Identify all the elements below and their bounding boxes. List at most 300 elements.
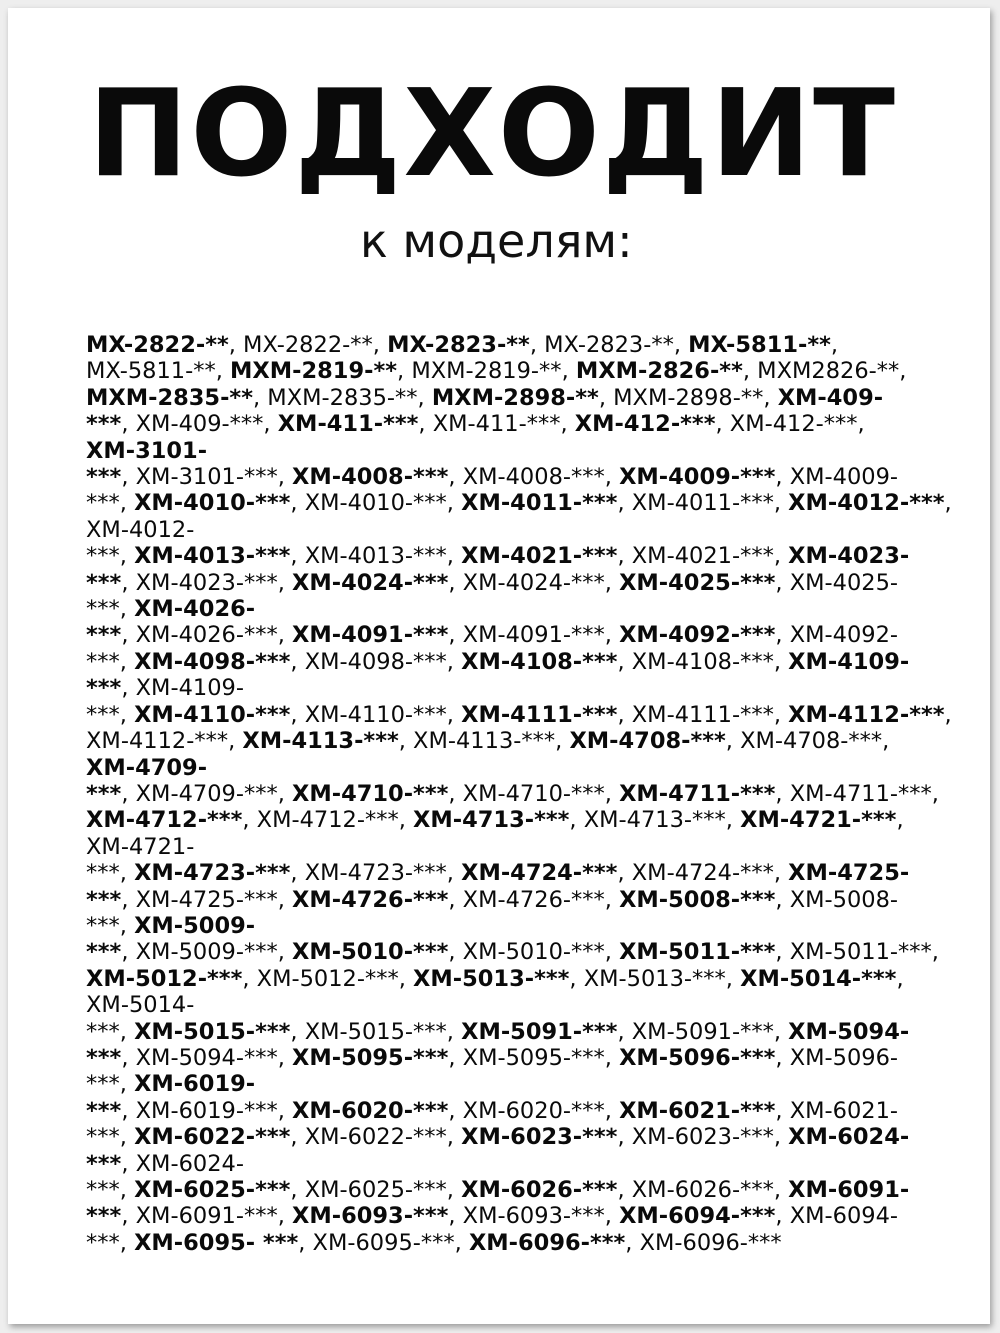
model-code: MX-2822-** (86, 332, 229, 358)
separator: , (899, 358, 907, 385)
model-code: XM-4723-*** (304, 860, 447, 887)
model-code: XM-4713-*** (413, 807, 570, 834)
model-code: XM-5091-*** (631, 1018, 774, 1045)
model-code: *** (86, 411, 122, 438)
document-sheet (8, 8, 990, 1324)
separator: , (121, 1203, 136, 1230)
separator: , (228, 728, 243, 755)
model-code: XM-5095-*** (462, 1044, 605, 1071)
separator: , (119, 912, 135, 939)
separator: , (604, 569, 620, 596)
model-code: MXM-2826-** (575, 358, 743, 385)
separator: , (397, 358, 412, 385)
separator: , (119, 1229, 135, 1256)
separator: , (121, 780, 136, 807)
separator: , (773, 701, 789, 728)
separator: , (119, 543, 135, 570)
model-code: XM-5013-*** (583, 965, 726, 992)
model-list-line (86, 438, 966, 464)
model-code: XM-5013-*** (413, 965, 570, 992)
model-code: XM-4012-*** (788, 490, 945, 517)
model-code: XM-4725-*** (135, 886, 278, 913)
separator: , (896, 807, 904, 834)
separator: , (277, 1097, 293, 1124)
model-code: XM-5011-*** (619, 939, 776, 966)
model-code: XM-5095-*** (292, 1044, 449, 1071)
separator: , (617, 543, 632, 570)
separator: , (931, 939, 939, 966)
separator: , (773, 490, 789, 517)
model-list-line (86, 543, 966, 569)
separator: , (773, 1018, 789, 1045)
separator: , (119, 701, 135, 728)
model-list-line (86, 1230, 966, 1256)
model-list-line (86, 649, 966, 675)
model-code: MX-5811-** (688, 332, 831, 358)
separator: , (290, 1018, 305, 1045)
separator: , (290, 1124, 305, 1151)
separator: , (446, 1018, 462, 1045)
model-code: XM-5008- (789, 886, 899, 913)
model-code: XM-4109- (135, 675, 244, 702)
model-code: XM-6094-*** (619, 1203, 776, 1230)
model-code: XM-4021-*** (461, 543, 618, 570)
separator: , (121, 939, 136, 966)
model-code: XM-5096- (789, 1044, 899, 1071)
model-code: *** (86, 1203, 122, 1230)
model-code: *** (86, 622, 122, 649)
model-code: *** (86, 1018, 120, 1045)
separator: , (121, 1097, 136, 1124)
model-code: *** (86, 1150, 122, 1177)
model-list-line (86, 1098, 966, 1124)
separator: , (604, 622, 620, 649)
model-list-line (86, 385, 966, 411)
model-code: XM-5008-*** (619, 886, 776, 913)
separator: , (617, 701, 632, 728)
model-code: MXM-2819-** (230, 358, 397, 385)
model-list-line (86, 411, 966, 437)
separator: , (277, 1044, 293, 1071)
model-code: XM-6021-*** (619, 1097, 776, 1124)
model-code: XM-4098-*** (134, 648, 291, 675)
model-code: MX-2823-** (387, 332, 530, 358)
separator: , (617, 1177, 632, 1203)
model-code: XM-4024-*** (462, 569, 605, 596)
model-list-line (86, 1045, 966, 1071)
model-code: XM-4113-*** (413, 728, 556, 755)
model-code: XM-6023-*** (631, 1124, 774, 1151)
model-code: *** (86, 543, 120, 570)
model-code: XM-4109- (788, 648, 910, 675)
model-list-line (86, 570, 966, 596)
model-code: XM-6024- (788, 1124, 910, 1151)
model-code: XM-6096-*** (468, 1229, 626, 1256)
separator: , (715, 411, 730, 438)
separator: , (773, 648, 789, 675)
model-code: XM-4009- (789, 464, 899, 491)
separator: , (604, 464, 620, 491)
model-code: XM-4112-*** (86, 728, 229, 755)
model-code: XM-4008-*** (292, 464, 449, 491)
model-code: XM-409-*** (135, 411, 264, 438)
model-code: XM-6091- (788, 1177, 910, 1203)
separator: , (119, 1018, 135, 1045)
model-code: XM-5014-*** (740, 965, 897, 992)
separator: , (555, 728, 570, 755)
separator: , (398, 807, 414, 834)
model-code: XM-5012-*** (256, 965, 399, 992)
model-code: XM-4110-*** (134, 701, 291, 728)
model-code: *** (86, 1124, 120, 1151)
model-code: MX-5811-** (86, 358, 216, 385)
model-code: MXM2826-** (757, 358, 900, 385)
model-list-line (86, 1177, 966, 1203)
model-code: XM-4711-*** (619, 780, 776, 807)
model-code: XM-6096-*** (639, 1229, 782, 1256)
separator: , (121, 1150, 136, 1177)
model-code: *** (86, 1097, 122, 1124)
separator: , (119, 1177, 135, 1203)
model-code: XM-411-*** (277, 411, 419, 438)
separator: , (944, 701, 952, 728)
separator: , (775, 622, 790, 649)
model-code: XM-4721- (86, 833, 195, 860)
model-code: XM-4726-*** (462, 886, 605, 913)
separator: , (277, 464, 293, 491)
separator: , (448, 1097, 463, 1124)
separator: , (418, 411, 433, 438)
separator: , (625, 1229, 640, 1256)
model-code: XM-4111-*** (631, 701, 774, 728)
separator: , (228, 332, 244, 358)
model-code: XM-4712-*** (86, 807, 243, 834)
model-code: XM-4110-*** (304, 701, 447, 728)
model-code: XM-3101-*** (135, 464, 278, 491)
separator: , (617, 490, 632, 517)
model-code: XM-5012-*** (86, 965, 243, 992)
separator: , (448, 886, 463, 913)
model-list-line (86, 781, 966, 807)
separator: , (454, 1229, 469, 1256)
model-list-line (86, 1071, 966, 1097)
separator: , (617, 1124, 632, 1151)
model-list-line (86, 992, 966, 1018)
model-code: XM-6021- (789, 1097, 899, 1124)
separator: , (448, 569, 463, 596)
model-list (86, 332, 966, 1256)
model-code: XM-4111-*** (461, 701, 618, 728)
separator: , (242, 965, 257, 992)
model-list-line (86, 755, 966, 781)
separator: , (773, 543, 789, 570)
separator: , (372, 332, 388, 358)
model-code: XM-6022-*** (134, 1124, 291, 1151)
model-code: XM-411-*** (432, 411, 561, 438)
model-code: XM-4713-*** (583, 807, 726, 834)
model-list-line (86, 517, 966, 543)
separator: , (252, 384, 268, 411)
separator: , (931, 780, 939, 807)
separator: , (725, 807, 741, 834)
model-code: XM-5014- (86, 992, 195, 1019)
model-code: *** (86, 701, 120, 728)
separator: , (290, 490, 305, 517)
separator: , (277, 780, 293, 807)
model-code: XM-4026-*** (135, 622, 278, 649)
separator: , (446, 648, 462, 675)
model-list-line (86, 1124, 966, 1150)
separator: , (119, 860, 135, 887)
model-code: XM-6091-*** (135, 1203, 278, 1230)
separator: , (298, 1229, 313, 1256)
separator: , (604, 1044, 620, 1071)
model-code: XM-4024-*** (292, 569, 449, 596)
model-code: XM-4726-*** (292, 886, 449, 913)
model-code: XM-4012- (86, 516, 195, 543)
model-code: XM-4011-*** (461, 490, 618, 517)
model-code: MXM-2898-** (613, 384, 764, 411)
separator: , (277, 1203, 293, 1230)
model-code: XM-409- (777, 384, 884, 411)
model-list-line (86, 596, 966, 622)
separator: , (604, 939, 620, 966)
model-code: XM-4725- (788, 860, 910, 887)
separator: , (277, 886, 293, 913)
model-list-line (86, 490, 966, 516)
separator: , (242, 807, 257, 834)
separator: , (448, 622, 463, 649)
separator: , (121, 622, 136, 649)
model-code: *** (86, 1071, 120, 1098)
model-code: XM-4721-*** (740, 807, 897, 834)
separator: , (775, 1097, 790, 1124)
model-list-line (86, 860, 966, 886)
model-code: XM-3101- (86, 437, 208, 464)
model-code: *** (86, 1177, 120, 1203)
model-code: XM-412-*** (574, 411, 716, 438)
separator: , (448, 1203, 463, 1230)
model-code: XM-5009-*** (135, 939, 278, 966)
model-code: XM-6026-*** (631, 1177, 774, 1203)
model-code: MX-2823-** (544, 332, 674, 358)
separator: , (448, 464, 463, 491)
separator: , (742, 358, 758, 385)
model-list-line (86, 464, 966, 490)
model-list-line (86, 913, 966, 939)
separator: , (121, 886, 136, 913)
model-code: XM-6023-*** (461, 1124, 618, 1151)
model-code: MXM-2835-** (267, 384, 418, 411)
separator: , (604, 780, 620, 807)
separator: , (775, 464, 790, 491)
model-code: XM-5011-*** (789, 939, 932, 966)
separator: , (725, 728, 741, 755)
model-code: MXM-2835-** (86, 384, 253, 411)
model-code: XM-5015-*** (304, 1018, 447, 1045)
separator: , (529, 332, 545, 358)
model-code: XM-6025-*** (134, 1177, 291, 1203)
separator: , (263, 411, 278, 438)
model-code: XM-4021-*** (631, 543, 774, 570)
model-code: XM-6022-*** (304, 1124, 447, 1151)
model-code: *** (86, 596, 120, 623)
separator: , (604, 1203, 620, 1230)
model-code: *** (86, 886, 122, 913)
model-code: XM-6094- (789, 1203, 899, 1230)
model-code: *** (86, 490, 120, 517)
separator: , (119, 1071, 135, 1098)
page-subtitle: к моделям: (360, 214, 633, 268)
model-code: MXM-2819-** (411, 358, 562, 385)
separator: , (290, 701, 305, 728)
separator: , (617, 1018, 632, 1045)
separator: , (121, 675, 136, 702)
model-list-line (86, 887, 966, 913)
model-code: XM-5015-*** (134, 1018, 291, 1045)
separator: , (617, 860, 632, 887)
separator: , (446, 543, 462, 570)
model-code: XM-6024- (135, 1150, 244, 1177)
separator: , (773, 1124, 789, 1151)
separator: , (448, 780, 463, 807)
separator: , (446, 701, 462, 728)
model-list-line (86, 728, 966, 754)
model-list-line (86, 834, 966, 860)
model-code: XM-4708-*** (740, 728, 883, 755)
separator: , (119, 1124, 135, 1151)
model-code: XM-5010-*** (292, 939, 449, 966)
separator: , (896, 965, 904, 992)
model-code: *** (86, 569, 122, 596)
model-code: *** (86, 939, 122, 966)
separator: , (446, 1177, 462, 1203)
separator: , (944, 490, 952, 517)
model-code: XM-4710-*** (462, 780, 605, 807)
separator: , (121, 464, 136, 491)
model-code: *** (86, 675, 122, 702)
model-code: XM-6019- (134, 1071, 256, 1098)
model-code: XM-5094-*** (135, 1044, 278, 1071)
model-code: XM-6020-*** (292, 1097, 449, 1124)
separator: , (604, 1097, 620, 1124)
model-code: XM-5009- (134, 912, 256, 939)
separator: , (448, 939, 463, 966)
model-code: XM-4008-*** (462, 464, 605, 491)
model-code: XM-6020-*** (462, 1097, 605, 1124)
model-code: XM-5010-*** (462, 939, 605, 966)
model-code: XM-4708-*** (569, 728, 726, 755)
separator: , (119, 490, 135, 517)
model-code: XM-6093-*** (462, 1203, 605, 1230)
model-code: XM-4023-*** (135, 569, 278, 596)
separator: , (857, 411, 865, 438)
model-code: XM-4723-*** (134, 860, 291, 887)
model-code: XM-4009-*** (619, 464, 776, 491)
model-code: XM-5094- (788, 1018, 910, 1045)
separator: , (290, 543, 305, 570)
separator: , (830, 332, 839, 358)
separator: , (290, 860, 305, 887)
separator: , (569, 965, 584, 992)
separator: , (398, 965, 414, 992)
separator: , (775, 886, 790, 913)
model-code: *** (86, 1044, 122, 1071)
separator: , (119, 596, 135, 623)
separator: , (119, 648, 135, 675)
model-code: XM-4711-*** (789, 780, 932, 807)
separator: , (277, 569, 293, 596)
separator: , (763, 384, 778, 411)
model-code: XM-4108-*** (461, 648, 618, 675)
separator: , (617, 648, 632, 675)
model-code: XM-4108-*** (631, 648, 774, 675)
model-code: XM-5096-*** (619, 1044, 776, 1071)
model-code: XM-4025-*** (619, 569, 776, 596)
model-code: XM-4092-*** (619, 622, 776, 649)
model-code: XM-4010-*** (134, 490, 291, 517)
model-code: XM-4023- (788, 543, 910, 570)
model-code: MXM-2898-** (431, 384, 599, 411)
model-code: XM-4113-*** (242, 728, 399, 755)
model-code: XM-4112-*** (788, 701, 945, 728)
separator: , (561, 358, 576, 385)
separator: , (882, 728, 890, 755)
model-code: XM-4013-*** (134, 543, 291, 570)
separator: , (775, 780, 790, 807)
model-code: XM-4013-*** (304, 543, 447, 570)
model-code: XM-4098-*** (304, 648, 447, 675)
model-list-line (86, 1019, 966, 1045)
separator: , (604, 886, 620, 913)
model-code: XM-4709-*** (135, 780, 278, 807)
separator: , (446, 860, 462, 887)
separator: , (417, 384, 432, 411)
separator: , (775, 939, 790, 966)
model-code: XM-412-*** (729, 411, 858, 438)
model-list-line (86, 675, 966, 701)
model-code: XM-4724-*** (461, 860, 618, 887)
model-code: XM-4025- (789, 569, 899, 596)
model-code: XM-4026- (134, 596, 256, 623)
model-code: XM-4010-*** (304, 490, 447, 517)
model-code: XM-4724-*** (631, 860, 774, 887)
separator: , (446, 490, 462, 517)
separator: , (560, 411, 575, 438)
model-list-line (86, 939, 966, 965)
separator: , (773, 860, 789, 887)
model-list-line (86, 358, 966, 384)
model-code: XM-6093-*** (292, 1203, 449, 1230)
model-code: XM-6026-*** (461, 1177, 618, 1203)
model-code: *** (86, 1229, 120, 1256)
model-code: XM-4091-*** (292, 622, 449, 649)
model-code: XM-5091-*** (461, 1018, 618, 1045)
separator: , (775, 569, 790, 596)
model-code: XM-6095- *** (134, 1229, 299, 1256)
separator: , (673, 332, 689, 358)
separator: , (290, 1177, 305, 1203)
model-code: XM-4712-*** (256, 807, 399, 834)
model-code: XM-4092- (789, 622, 899, 649)
model-code: *** (86, 860, 120, 887)
separator: , (775, 1203, 790, 1230)
separator: , (448, 1044, 463, 1071)
separator: , (277, 622, 293, 649)
separator: , (398, 728, 414, 755)
model-list-line (86, 807, 966, 833)
model-code: XM-4710-*** (292, 780, 449, 807)
